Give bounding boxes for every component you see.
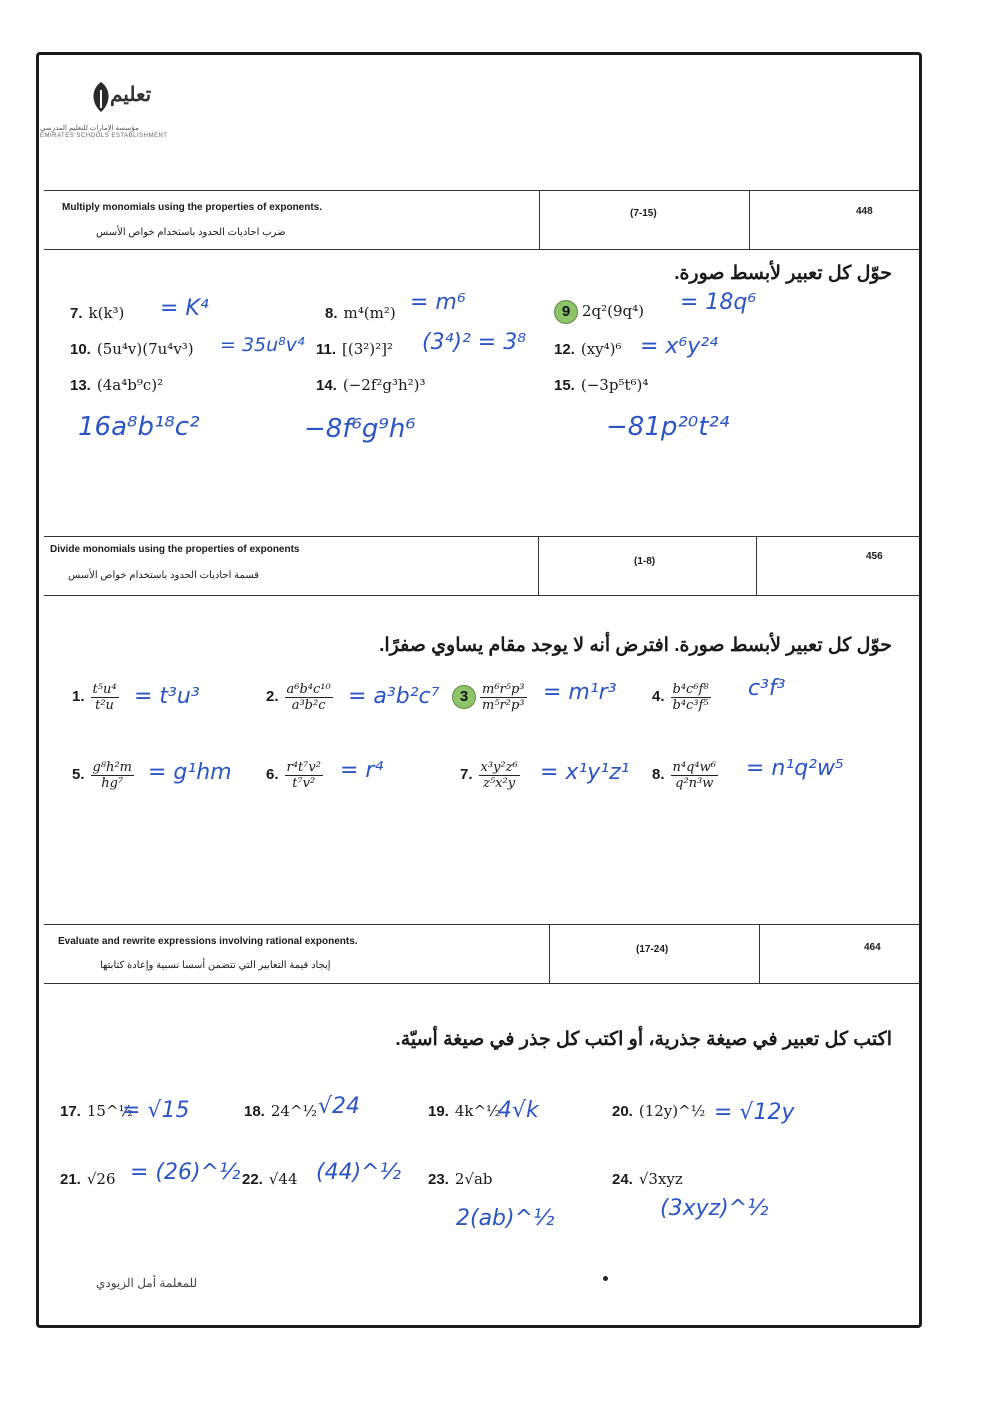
exercise-8b: 8. $\frac{\text{n⁴q⁴w⁶}}{\text{q²n³w}}$ [652, 760, 716, 791]
section-range: (17-24) [636, 944, 669, 955]
exercise-7: 7. k(k³) [70, 304, 125, 322]
answer-14: −8f⁶g⁹h⁶ [304, 414, 416, 444]
answer-15: −81p²⁰t²⁴ [606, 412, 730, 442]
section-title-ar: ضرب احاديات الحدود باستخدام خواص الأسس [96, 227, 286, 238]
section-page: 464 [864, 942, 881, 953]
exercise-19: 19. 4k^½ [428, 1102, 501, 1120]
exercise-22: 22. √44 [242, 1170, 298, 1188]
answer-18: √24 [318, 1094, 361, 1119]
section-range: (1-8) [634, 556, 656, 567]
instruction-2: حوّل كل تعبير لأبسط صورة. افترض أنه لا يوجد مقام يساوي صفرًا. [379, 635, 892, 656]
section-range: (7-15) [630, 208, 657, 219]
section-divider [538, 537, 539, 595]
exercise-20: 20. (12y)^½ [612, 1102, 706, 1120]
answer-3: = m¹r³ [543, 680, 617, 705]
instruction-3: اكتب كل تعبير في صيغة جذرية، أو اكتب كل جذر في صيغة أسيّة. [395, 1029, 892, 1050]
exercise-11: 11. [(3²)²]² [316, 340, 394, 358]
answer-13: 16a⁸b¹⁸c² [78, 412, 200, 442]
exercise-23: 23. 2√ab [428, 1170, 493, 1188]
exercise-9: 9 2q²(9q⁴) [554, 300, 644, 324]
logo [40, 76, 200, 146]
answer-4: c³f³ [748, 676, 786, 701]
answer-22: (44)^½ [316, 1160, 401, 1185]
answer-10: = 35u⁸v⁴ [220, 334, 305, 356]
exercise-8: 8. m⁴(m²) [325, 304, 396, 322]
exercise-13: 13. (4a⁴b⁹c)² [70, 376, 164, 394]
section-page: 448 [856, 206, 873, 217]
exercise-21: 21. √26 [60, 1170, 116, 1188]
exercise-24: 24. √3xyz [612, 1170, 683, 1188]
exercise-15: 15. (−3p⁵t⁶)⁴ [554, 376, 649, 394]
exercise-number-highlight: 3 [452, 685, 476, 709]
exercise-10: 10. (5u⁴v)(7u⁴v³) [70, 340, 194, 358]
exercise-14: 14. (−2f²g³h²)³ [316, 376, 426, 394]
answer-20: = √12y [714, 1100, 795, 1125]
teacher-signature: للمعلمة أمل الزيودي [96, 1276, 198, 1290]
exercise-4: 4. $\frac{\text{b⁴c⁶f⁸}}{\text{b⁴c³f⁵}}$ [652, 682, 709, 713]
answer-23: 2(ab)^½ [456, 1206, 555, 1231]
answer-24: (3xyz)^½ [660, 1196, 769, 1221]
exercise-12: 12. (xy⁴)⁶ [554, 340, 622, 358]
answer-11: (3⁴)² = 3⁸ [422, 330, 527, 355]
section-title-ar: إيجاد قيمة التعابير التي تتضمن أسسا نسبية وإعادة كتابتها [100, 960, 331, 971]
section-divider [759, 925, 760, 983]
exercise-3: 3 $\frac{\text{m⁶r⁵p³}}{\text{m⁵r²p³}}$ [452, 682, 527, 713]
section-header-3 [44, 924, 920, 984]
logo-english-line: EMIRATES SCHOOLS ESTABLISHMENT [40, 133, 168, 139]
exercise-1: 1. $\frac{\text{t⁵u⁴}}{\text{t²u}}$ [72, 682, 117, 713]
exercise-18: 18. 24^½ [244, 1102, 318, 1120]
section-title-en: Multiply monomials using the properties of exponents. [62, 202, 323, 213]
answer-7: = K⁴ [160, 296, 209, 321]
exercise-5: 5. $\frac{\text{g⁸h²m}}{\text{hg⁷}}$ [72, 760, 132, 791]
section-title-ar: قسمة احاديات الحدود باستخدام خواص الأسس [68, 570, 259, 581]
answer-6: = r⁴ [340, 758, 384, 783]
section-title-en: Evaluate and rewrite expressions involving rational exponents. [58, 936, 358, 947]
section-title-en: Divide monomials using the properties of exponents [50, 544, 300, 555]
answer-1: = t³u³ [134, 684, 200, 709]
instruction-1: حوّل كل تعبير لأبسط صورة. [674, 263, 892, 284]
answer-7b: = x¹y¹z¹ [540, 760, 630, 785]
answer-17: = √15 [122, 1098, 190, 1123]
exercise-2: 2. $\frac{\text{a⁶b⁴c¹⁰}}{\text{a³b²c}}$ [266, 682, 331, 713]
section-divider [539, 191, 540, 249]
section-divider [749, 191, 750, 249]
exercise-17: 17. 15^½ [60, 1102, 134, 1120]
section-page: 456 [866, 551, 883, 562]
exercise-7b: 7. $\frac{\text{x³y²z⁶}}{\text{z⁵x²y}}$ [460, 760, 518, 791]
answer-21: = (26)^½ [130, 1160, 241, 1185]
section-header-1 [44, 190, 920, 250]
exercise-6: 6. $\frac{\text{r⁴t⁷v²}}{\text{t⁷v²}}$ [266, 760, 321, 791]
logo-word: تعليم [110, 82, 152, 106]
answer-5: = g¹hm [148, 760, 232, 785]
answer-12: = x⁶y²⁴ [640, 334, 718, 359]
exercise-number-highlight: 9 [554, 300, 578, 324]
answer-19: 4√k [498, 1098, 539, 1123]
section-divider [756, 537, 757, 595]
answer-9: = 18q⁶ [680, 290, 757, 315]
section-divider [549, 925, 550, 983]
stray-dot [603, 1276, 608, 1281]
answer-8: = m⁶ [410, 290, 466, 315]
logo-arabic-line: مؤسسة الإمارات للتعليم المدرسي [40, 125, 139, 132]
answer-8b: = n¹q²w⁵ [746, 756, 844, 781]
answer-2: = a³b²c⁷ [348, 684, 440, 709]
